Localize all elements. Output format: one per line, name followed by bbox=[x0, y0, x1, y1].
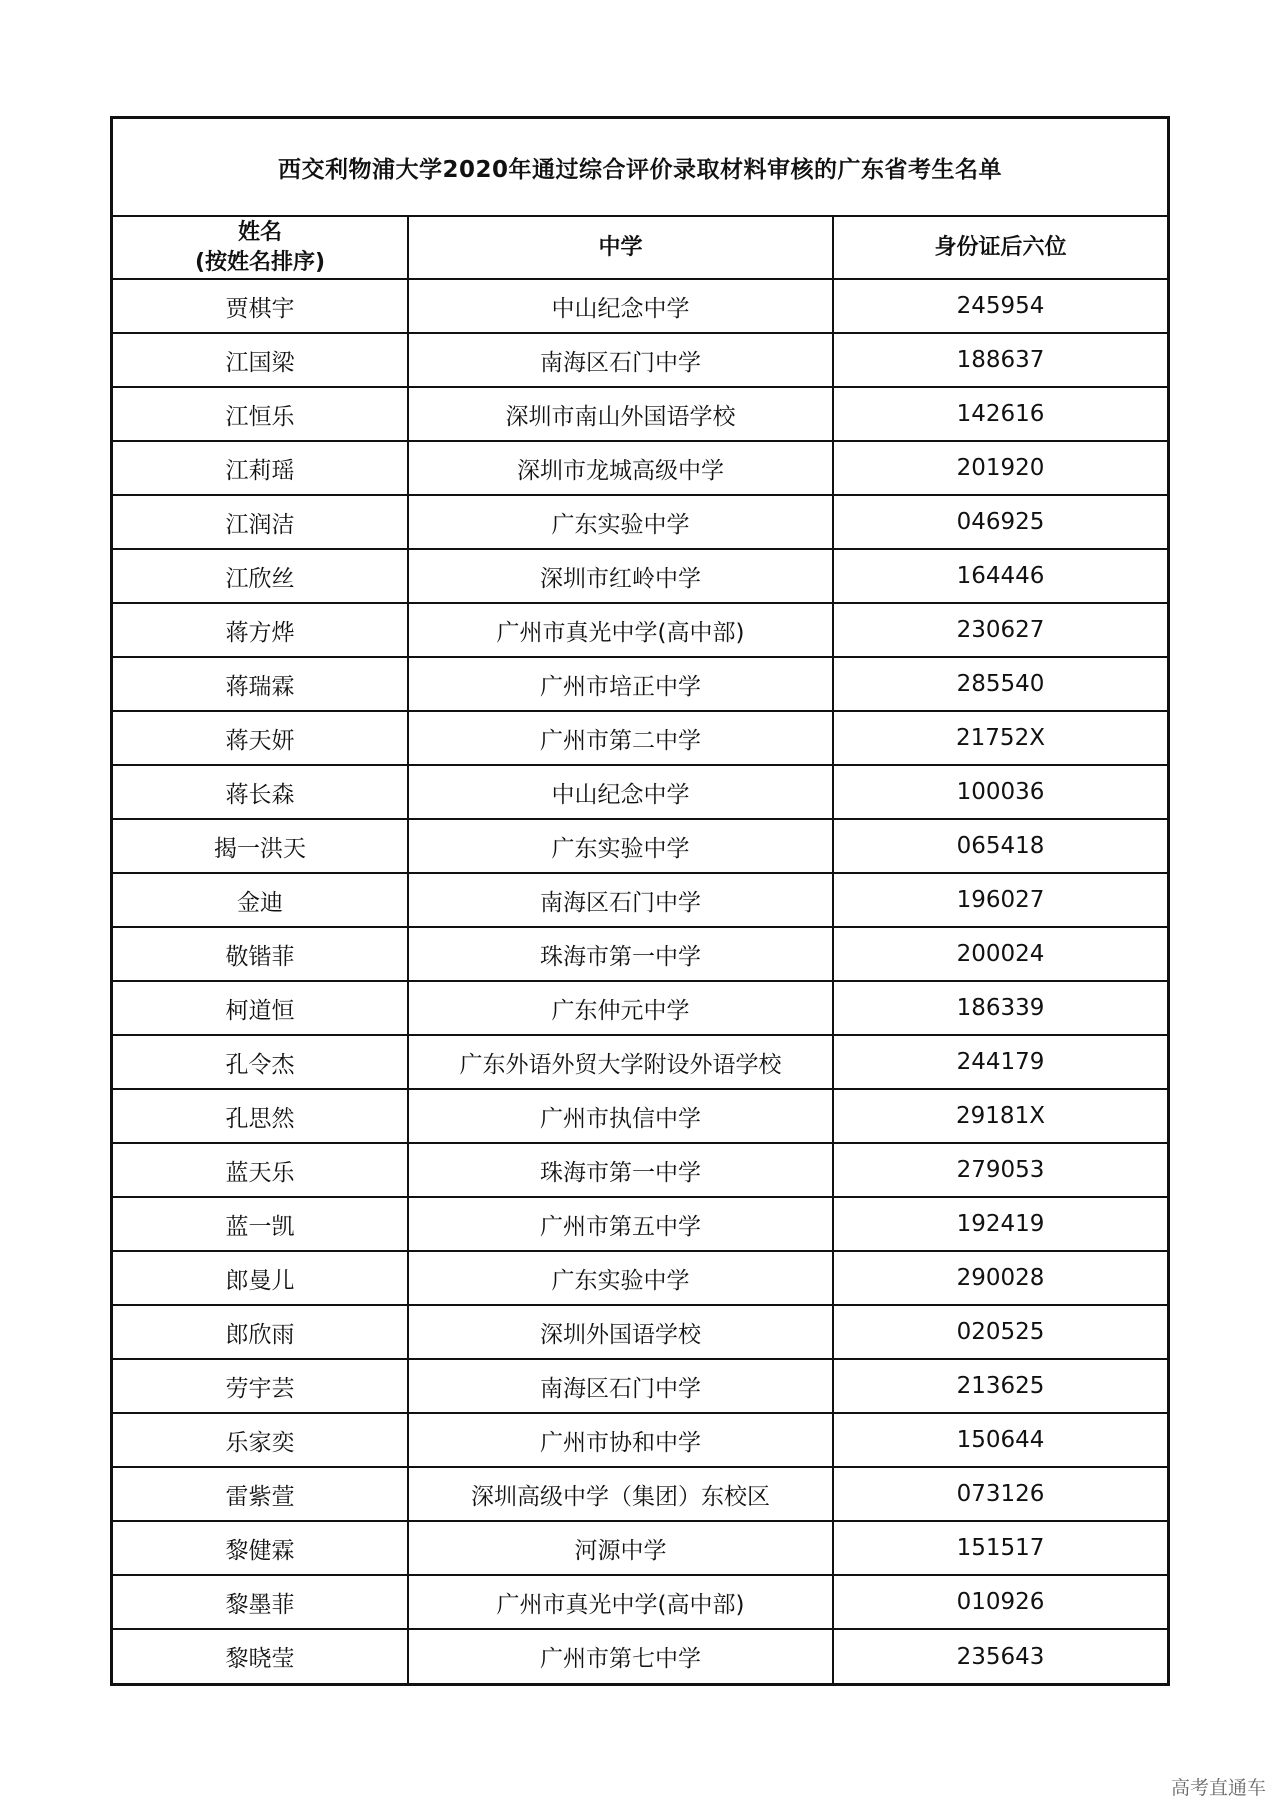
cell-name: 蒋方烨 bbox=[113, 603, 408, 657]
cell-school: 深圳高级中学（集团）东校区 bbox=[408, 1467, 833, 1521]
table-row bbox=[113, 387, 1167, 441]
cell-id: 279053 bbox=[956, 1157, 1045, 1183]
cell-id: 046925 bbox=[956, 509, 1045, 535]
cell-name: 黎墨菲 bbox=[113, 1575, 408, 1629]
table-row bbox=[113, 1197, 1167, 1251]
table-row bbox=[113, 657, 1167, 711]
cell-name: 蓝天乐 bbox=[113, 1143, 408, 1197]
cell-name: 郎欣雨 bbox=[113, 1305, 408, 1359]
header-name bbox=[113, 217, 408, 279]
table-row bbox=[113, 1305, 1167, 1359]
table-row bbox=[113, 1359, 1167, 1413]
cell-id: 230627 bbox=[956, 617, 1045, 643]
cell-id: 164446 bbox=[956, 563, 1045, 589]
cell-name: 乐家奕 bbox=[113, 1413, 408, 1467]
cell-id: 285540 bbox=[956, 671, 1045, 697]
cell-school: 深圳市南山外国语学校 bbox=[408, 387, 833, 441]
cell-id: 100036 bbox=[956, 779, 1045, 805]
cell-name: 雷紫萱 bbox=[113, 1467, 408, 1521]
cell-name: 蒋天妍 bbox=[113, 711, 408, 765]
table-row bbox=[113, 1089, 1167, 1143]
table-row bbox=[113, 711, 1167, 765]
table-row bbox=[113, 603, 1167, 657]
cell-id: 244179 bbox=[956, 1049, 1045, 1075]
cell-id: 196027 bbox=[956, 887, 1045, 913]
cell-school: 广州市第五中学 bbox=[408, 1197, 833, 1251]
table-row bbox=[113, 927, 1167, 981]
header-school: 中学 bbox=[408, 217, 833, 279]
cell-id: 29181X bbox=[956, 1103, 1045, 1129]
table-row bbox=[113, 981, 1167, 1035]
header-name-line2: (按姓名排序) bbox=[194, 249, 326, 275]
cell-school: 中山纪念中学 bbox=[408, 279, 833, 333]
cell-school: 广东外语外贸大学附设外语学校 bbox=[408, 1035, 833, 1089]
cell-school: 南海区石门中学 bbox=[408, 1359, 833, 1413]
cell-school: 南海区石门中学 bbox=[408, 873, 833, 927]
cell-name: 江莉瑶 bbox=[113, 441, 408, 495]
cell-id: 188637 bbox=[956, 347, 1045, 373]
cell-school: 广东实验中学 bbox=[408, 495, 833, 549]
student-list-document bbox=[110, 116, 1170, 1686]
table-row bbox=[113, 1251, 1167, 1305]
cell-id: 235643 bbox=[956, 1643, 1045, 1670]
cell-id: 21752X bbox=[956, 725, 1045, 751]
cell-name: 黎健霖 bbox=[113, 1521, 408, 1575]
header-id: 身份证后六位 bbox=[934, 234, 1067, 260]
table-row bbox=[113, 1035, 1167, 1089]
cell-id: 150644 bbox=[956, 1427, 1045, 1453]
table-row bbox=[113, 1521, 1167, 1575]
cell-school: 深圳市龙城高级中学 bbox=[408, 441, 833, 495]
cell-school: 深圳外国语学校 bbox=[408, 1305, 833, 1359]
cell-school: 广州市第二中学 bbox=[408, 711, 833, 765]
cell-school: 深圳市红岭中学 bbox=[408, 549, 833, 603]
cell-id: 192419 bbox=[956, 1211, 1045, 1237]
table-header-row bbox=[113, 217, 1167, 279]
watermark-text: 高考直通车 bbox=[1170, 1777, 1266, 1799]
cell-name: 江国梁 bbox=[113, 333, 408, 387]
cell-id: 073126 bbox=[956, 1481, 1045, 1507]
cell-id: 186339 bbox=[956, 995, 1045, 1021]
cell-id: 201920 bbox=[956, 455, 1045, 481]
table-row bbox=[113, 1143, 1167, 1197]
cell-id: 213625 bbox=[956, 1373, 1045, 1399]
cell-name: 孔思然 bbox=[113, 1089, 408, 1143]
cell-id: 200024 bbox=[956, 941, 1045, 967]
cell-school: 南海区石门中学 bbox=[408, 333, 833, 387]
table-row bbox=[113, 1629, 1167, 1683]
cell-name: 劳宇芸 bbox=[113, 1359, 408, 1413]
cell-name: 江恒乐 bbox=[113, 387, 408, 441]
table-row bbox=[113, 765, 1167, 819]
table-row bbox=[113, 1575, 1167, 1629]
table-row bbox=[113, 549, 1167, 603]
cell-school: 广东实验中学 bbox=[408, 1251, 833, 1305]
cell-name: 柯道恒 bbox=[113, 981, 408, 1035]
cell-id: 065418 bbox=[956, 833, 1045, 859]
cell-school: 广州市第七中学 bbox=[408, 1629, 833, 1683]
cell-id: 142616 bbox=[956, 401, 1045, 427]
cell-school: 广州市真光中学(高中部) bbox=[408, 603, 833, 657]
cell-school: 广东仲元中学 bbox=[408, 981, 833, 1035]
cell-name: 江润洁 bbox=[113, 495, 408, 549]
cell-id: 290028 bbox=[956, 1265, 1045, 1291]
cell-name: 江欣丝 bbox=[113, 549, 408, 603]
cell-name: 蒋瑞霖 bbox=[113, 657, 408, 711]
cell-school: 广州市培正中学 bbox=[408, 657, 833, 711]
cell-name: 金迪 bbox=[113, 873, 408, 927]
document-title: 西交利物浦大学2020年通过综合评价录取材料审核的广东省考生名单 bbox=[113, 119, 1167, 217]
cell-school: 广州市协和中学 bbox=[408, 1413, 833, 1467]
cell-school: 珠海市第一中学 bbox=[408, 1143, 833, 1197]
table-row bbox=[113, 279, 1167, 333]
cell-name: 黎晓莹 bbox=[113, 1629, 408, 1683]
cell-name: 孔令杰 bbox=[113, 1035, 408, 1089]
table-row bbox=[113, 819, 1167, 873]
cell-school: 中山纪念中学 bbox=[408, 765, 833, 819]
cell-id: 245954 bbox=[956, 293, 1045, 319]
cell-school: 珠海市第一中学 bbox=[408, 927, 833, 981]
cell-id: 020525 bbox=[956, 1319, 1045, 1345]
cell-name: 郎曼儿 bbox=[113, 1251, 408, 1305]
table-row bbox=[113, 495, 1167, 549]
cell-id: 151517 bbox=[956, 1535, 1045, 1561]
student-table bbox=[113, 217, 1167, 1683]
cell-name: 敬锴菲 bbox=[113, 927, 408, 981]
table-row bbox=[113, 1413, 1167, 1467]
cell-name: 揭一洪天 bbox=[113, 819, 408, 873]
table-row bbox=[113, 1467, 1167, 1521]
cell-school: 广州市执信中学 bbox=[408, 1089, 833, 1143]
cell-id: 010926 bbox=[956, 1589, 1045, 1615]
cell-name: 蒋长森 bbox=[113, 765, 408, 819]
cell-school: 广州市真光中学(高中部) bbox=[408, 1575, 833, 1629]
cell-name: 贾棋宇 bbox=[113, 279, 408, 333]
table-row bbox=[113, 873, 1167, 927]
header-name-line1: 姓名 bbox=[237, 219, 282, 245]
cell-school: 河源中学 bbox=[408, 1521, 833, 1575]
table-row bbox=[113, 441, 1167, 495]
table-row bbox=[113, 333, 1167, 387]
cell-school: 广东实验中学 bbox=[408, 819, 833, 873]
cell-name: 蓝一凯 bbox=[113, 1197, 408, 1251]
